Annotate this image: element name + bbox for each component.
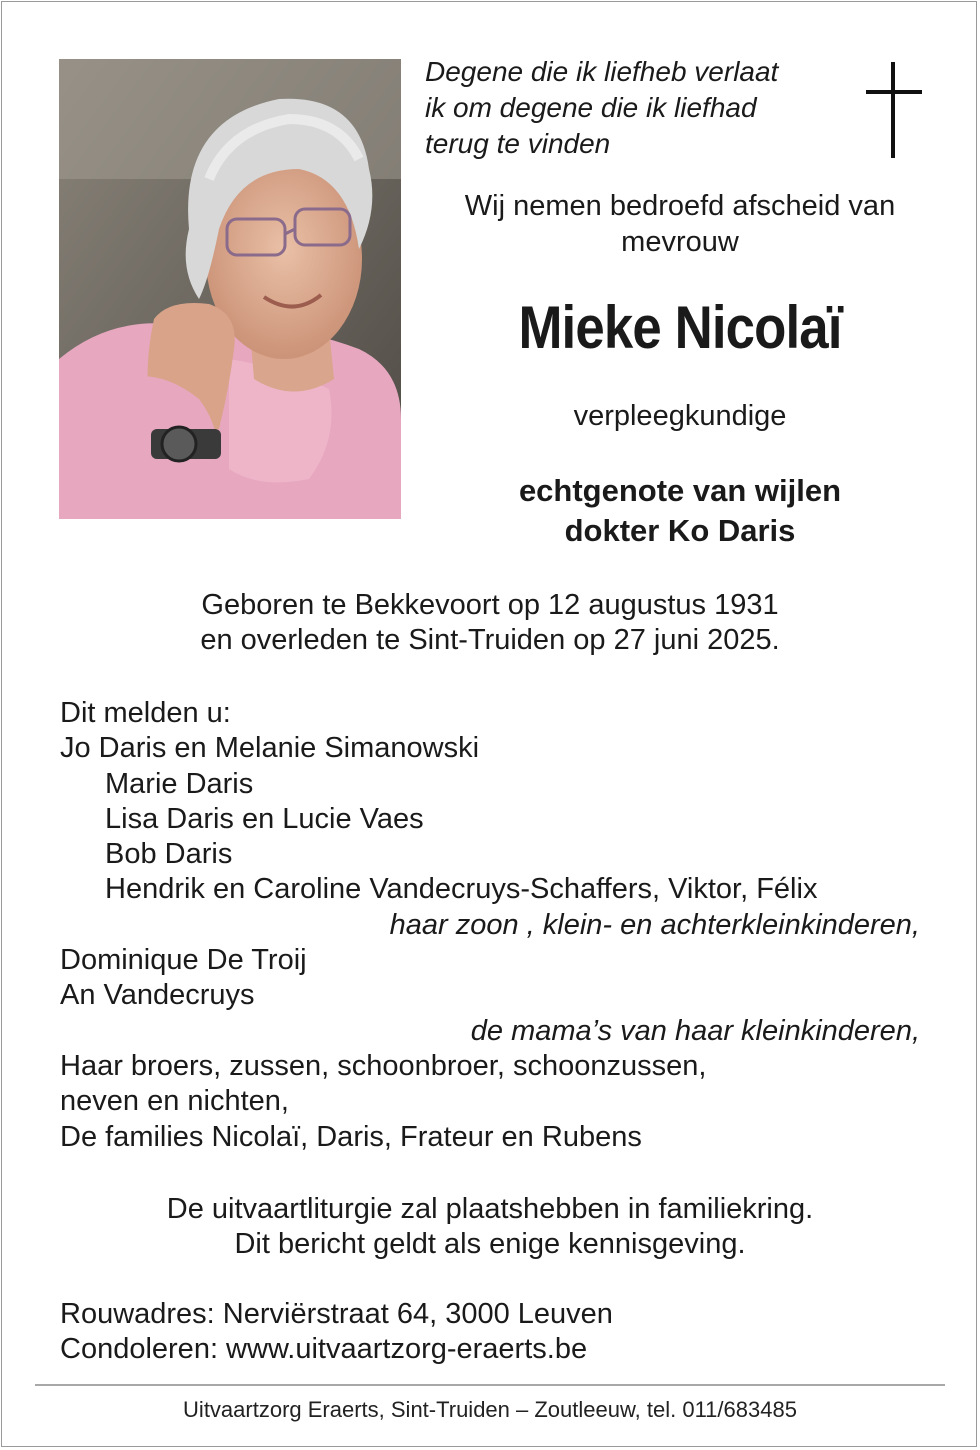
deceased-profession: verpleegkundige [573,400,787,432]
family-grandchild: Marie Daris [105,767,254,800]
spouse-line: echtgenote van wijlen [518,473,842,508]
family-relatives: De families Nicolaï, Daris, Frateur en Rubens [60,1120,642,1153]
family-list [60,696,920,1155]
contact-info [60,1297,920,1367]
family-intro: Dit melden u: [60,697,231,729]
birth-death-dates [0,588,980,658]
footer-divider [35,1384,945,1386]
intro-line: Wij nemen bedroefd afscheid van [464,190,896,222]
announcement-intro [400,188,960,260]
cross-icon [866,62,922,158]
family-mother: Dominique De Troij [60,944,307,977]
death-line: en overleden te Sint-Truiden op 27 juni 2025. [200,624,780,656]
intro-line: mevrouw [621,226,739,258]
family-role-descendants: haar zoon , klein- en achterkleinkinderen, [389,908,920,941]
family-mother: An Vandecruys [60,979,255,1012]
deceased-name: Mieke Nicolaï [518,294,842,361]
mourning-address: Rouwadres: Nerviërstraat 64, 3000 Leuven [60,1298,613,1330]
portrait-photo [59,59,401,519]
family-grandchild: Bob Daris [105,838,233,871]
condolence-link[interactable]: Condoleren: www.uitvaartzorg-eraerts.be [60,1333,588,1365]
family-role-mothers: de mama’s van haar kleinkinderen, [470,1014,920,1047]
quote-line: Degene die ik liefheb verlaat [425,56,779,87]
quote-line: terug te vinden [425,128,611,159]
memorial-quote [425,54,845,162]
funeral-home-footer: Uitvaartzorg Eraerts, Sint-Truiden – Zoutleeuw, tel. 011/683485 [183,1397,797,1422]
family-relatives: Haar broers, zussen, schoonbroer, schoonzussen, [60,1049,707,1082]
family-grandchild: Hendrik en Caroline Vandecruys-Schaffers, Viktor, Félix [105,873,818,906]
funeral-notice [0,1192,980,1262]
quote-line: ik om degene die ik liefhad [425,92,757,123]
birth-line: Geboren te Bekkevoort op 12 augustus 1931 [201,589,779,621]
family-son: Jo Daris en Melanie Simanowski [60,732,480,765]
family-grandchild: Lisa Daris en Lucie Vaes [105,802,424,835]
family-relatives: neven en nichten, [60,1085,289,1118]
spouse-line: dokter Ko Daris [564,513,796,548]
funeral-line: De uitvaartliturgie zal plaatshebben in familiekring. [166,1193,814,1225]
funeral-line: Dit bericht geldt als enige kennisgeving. [234,1228,746,1260]
spouse-info [400,471,960,551]
